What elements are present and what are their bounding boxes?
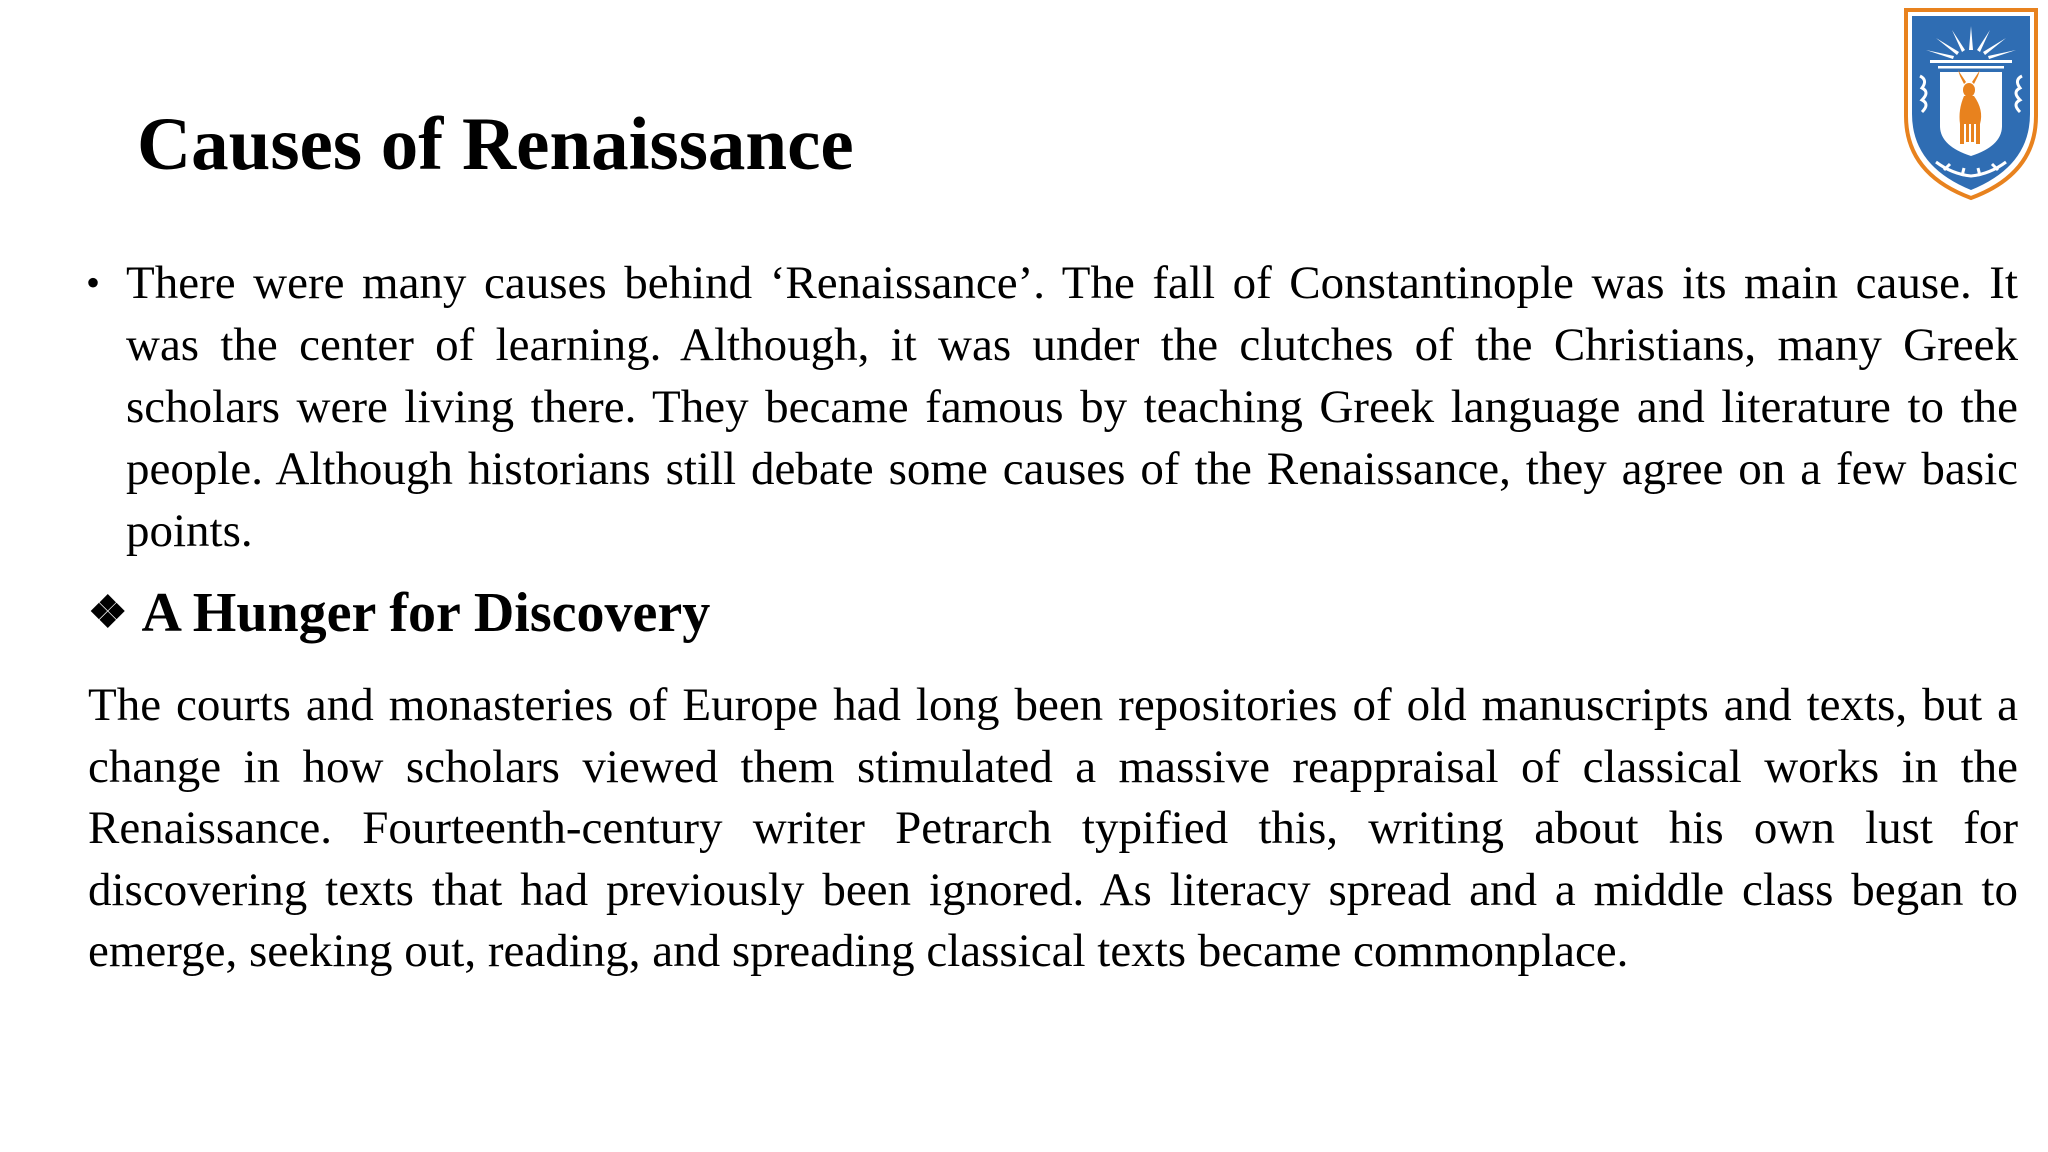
diamond-bullet-icon: ❖ <box>88 588 128 637</box>
bullet-marker: • <box>86 260 101 305</box>
university-crest-icon <box>1900 6 2042 202</box>
bullet-text: There were many causes behind ‘Renaissance’. The fall of Constantinople was its main cause. It was the center of learning. Although, it was under the clutches of the Christians, many Greek scholars were living there. They became famous by teaching Greek language and literature to the people. Although historians still debate some causes of the Renaissance, they agree on a few basic points. <box>126 257 2018 557</box>
section-paragraph: The courts and monasteries of Europe had long been repositories of old manuscripts and texts, but a change in how scholars viewed them stimulated a massive reappraisal of classical works in the Renaissance. Fourteenth-century writer Petrarch typified this, writing about his own lust for discovering texts that had previously been ignored. As literacy spread and a middle class began to emerge, seeking out, reading, and spreading classical texts became commonplace. <box>88 679 2018 977</box>
slide-title: Causes of Renaissance <box>137 103 854 186</box>
bullet-item <box>86 252 2018 562</box>
section-heading <box>88 580 710 647</box>
section-heading-text: A Hunger for Discovery <box>141 582 711 644</box>
